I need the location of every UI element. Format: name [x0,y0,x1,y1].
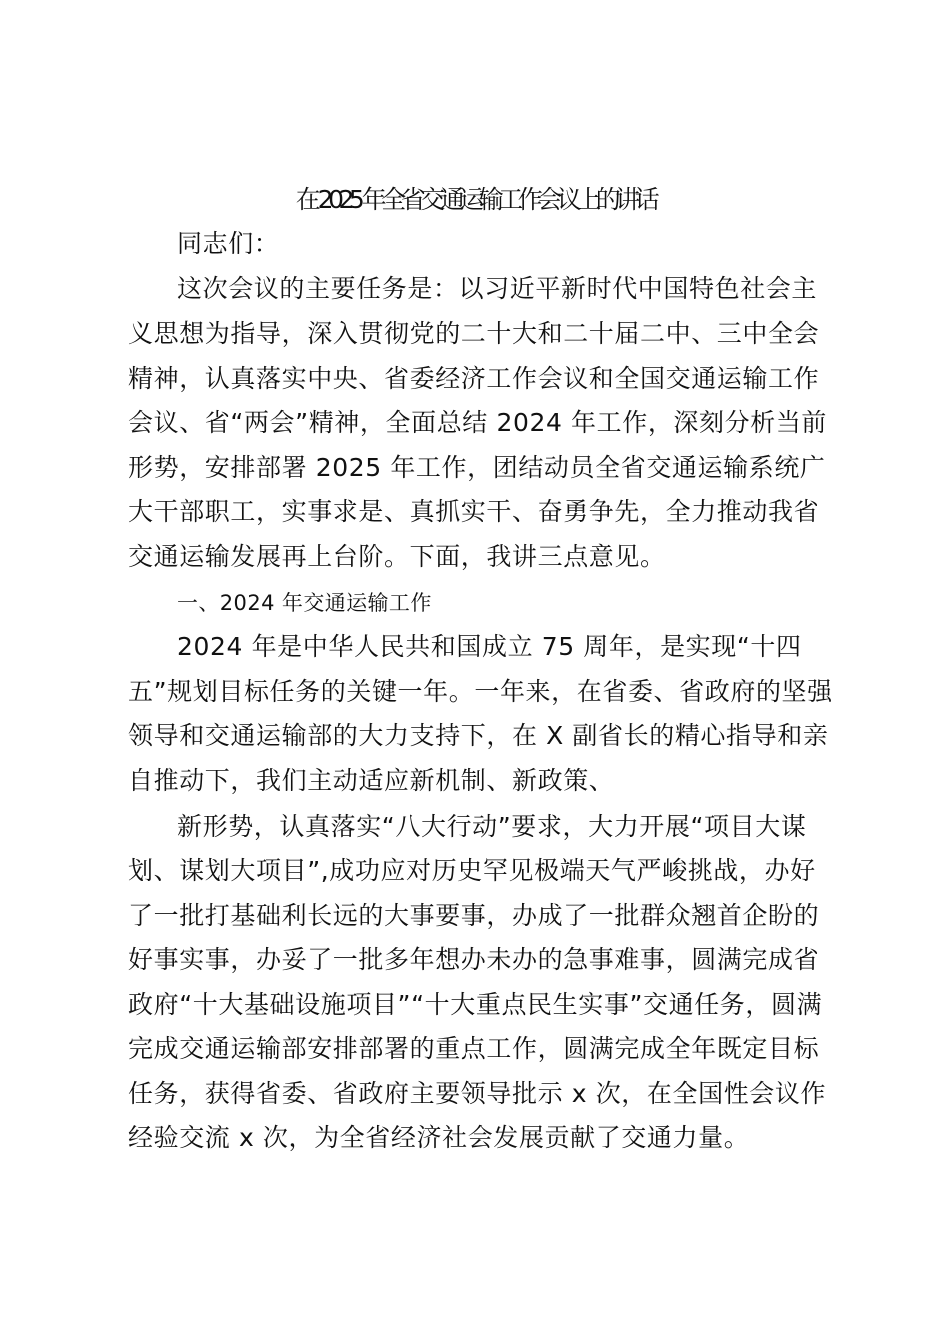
paragraph-line: 自推动下，我们主动适应新机制、新政策、 [128,766,615,795]
paragraph-line: 会议、省“两会”精神，全面总结 2024 年工作，深刻分析当前 [128,408,828,437]
paragraph-line: 交通运输发展再上台阶。下面，我讲三点意见。 [128,542,666,571]
paragraph-line: 好事实事，办妥了一批多年想办未办的急事难事，圆满完成省 [128,945,820,974]
paragraph-line: 义思想为指导，深入贯彻党的二十大和二十届二中、三中全会 [128,319,820,348]
paragraph-line: 了一批打基础利长远的大事要事，办成了一批群众翘首企盼的 [128,901,820,930]
paragraph-line: 任务，获得省委、省政府主要领导批示 x 次，在全国性会议作 [128,1079,827,1108]
paragraph-line: 形势，安排部署 2025 年工作，团结动员全省交通运输系统广 [128,453,826,482]
document-title: 在 2025 年全省交通运输工作会议上的讲话 [295,185,655,214]
paragraph-line: 新形势，认真落实“八大行动”要求，大力开展“项目大谋 [177,812,807,841]
paragraph-line: 五”规划目标任务的关键一年。一年来，在省委、省政府的坚强 [128,677,833,706]
paragraph-line: 经验交流 x 次，为全省经济社会发展贡献了交通力量。 [128,1123,750,1152]
paragraph-line: 精神，认真落实中央、省委经济工作会议和全国交通运输工作 [128,364,820,393]
paragraph-line: 大干部职工，实事求是、真抓实干、奋勇争先，全力推动我省 [128,497,820,526]
paragraph-line: 完成交通运输部安排部署的重点工作，圆满完成全年既定目标 [128,1034,820,1063]
paragraph-line: 领导和交通运输部的大力支持下，在 X 副省长的精心指导和亲 [128,721,829,750]
paragraph-line: 政府“十大基础设施项目”“十大重点民生实事”交通任务，圆满 [128,990,823,1019]
salutation: 同志们： [177,229,280,258]
paragraph-line: 这次会议的主要任务是：以习近平新时代中国特色社会主 [177,274,818,303]
paragraph-line: 2024 年是中华人民共和国成立 75 周年，是实现“十四 [177,632,802,661]
paragraph-line: 划、谋划大项目”,成功应对历史罕见极端天气严峻挑战，办好 [128,856,816,885]
section-heading: 一、2024 年交通运输工作 [177,591,432,615]
